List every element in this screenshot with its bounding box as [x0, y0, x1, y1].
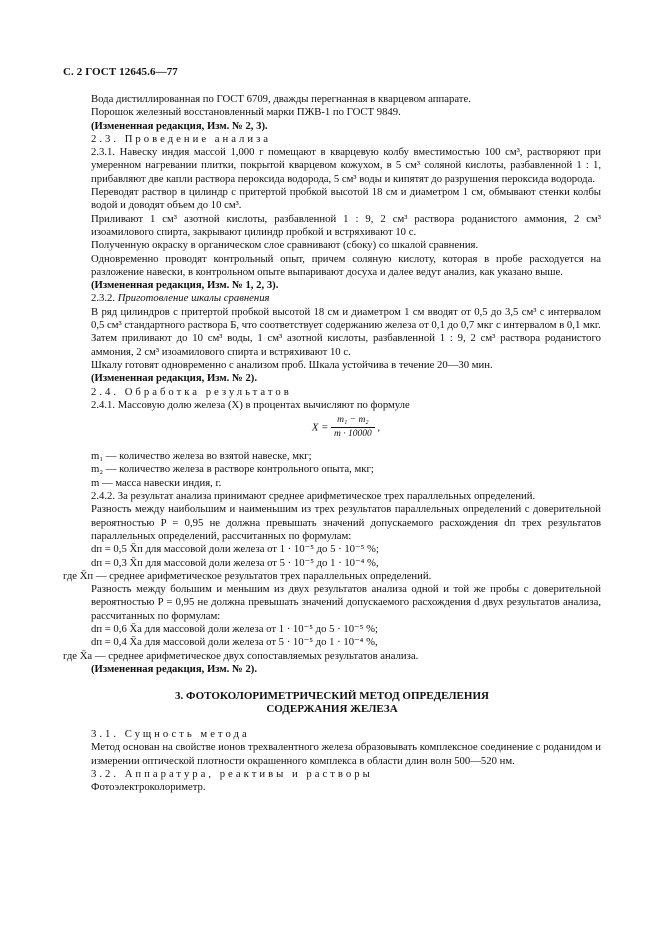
section-heading: 3.2. Аппаратура, реактивы и растворы — [91, 768, 373, 781]
paragraph: где X̄п — среднее арифметическое результатов трех параллельных определений. — [63, 569, 432, 582]
paragraph: Вода дистиллированная по ГОСТ 6709, дважды перегнанная в кварцевом аппарате. — [91, 93, 471, 105]
paragraph: Фотоэлектроколориметр. — [91, 781, 206, 794]
paragraph: Переводят раствор в цилиндр с притертой пробкой высотой 18 см и диаметром 1 см, обмывают стенки колбы водой и доводят объем до 10 см³. — [91, 186, 601, 212]
paragraph: Разность между большим и меньшим из двух результатов анализа одной и той же пробы с доверительной вероятностью P = 0,95 не должна превышать значений допускаемого расхождения d двух результатов анализа, рассчитанных по формулам: — [91, 583, 601, 622]
amendment-note: (Измененная редакция, Изм. № 2). — [91, 372, 258, 385]
paragraph: dп = 0,6 X̄а для массовой доли железа от 1 · 10⁻⁵ до 5 · 10⁻⁵ %; — [91, 622, 378, 635]
paragraph: 2.4.1. Массовую долю железа (X) в процентах вычисляют по формуле — [91, 398, 410, 411]
paragraph: 2.3.1. Навеску индия массой 1,000 г помещают в кварцевую колбу вместимостью 100 см³, растворяют при умеренном нагревании плитки, покрытой кварцевом кожухом, в 5 см³ соляной кислоты, разбавленной 1 : 1, прибавляют две капли раствора пероксида водорода, 5 см³ воды и кипятят до разрушения пероксида водорода. — [91, 146, 601, 185]
amendment-note: (Измененная редакция, Изм. № 1, 2, 3). — [91, 279, 279, 292]
section-heading: 2.3. Проведение анализа — [91, 132, 272, 145]
paragraph: Порошок железный восстановленный марки ПЖВ-1 по ГОСТ 9849. — [91, 106, 401, 119]
paragraph: Затем приливают до 10 см³ воды, 1 см³ азотной кислоты, разбавленной 1 : 9, 2 см³ раствора роданистого аммония, 2 см³ изоамилового спирта и встряхивают 10 с. — [91, 332, 601, 358]
paragraph: Шкалу готовят одновременно с анализом проб. Шкала устойчива в течение 20—30 мин. — [91, 358, 493, 371]
paragraph: Приливают 1 см³ азотной кислоты, разбавленной 1 : 9, 2 см³ раствора роданистого аммония, 2 см³ изоамилового спирта, закрывают цилиндр пробкой и встряхивают 10 с. — [91, 212, 601, 238]
section-heading: 2.4. Обработка результатов — [91, 385, 292, 398]
paragraph: где X̄а — среднее арифметическое двух сопоставляемых результатов анализа. — [63, 649, 419, 662]
paragraph: Разность между наибольшим и наименьшим из трех результатов параллельных определений с доверительной вероятностью P = 0,95 не должна превышать значений допускаемого расхождения dп трех результатов параллельных определений, рассчитанных по формулам: — [91, 503, 601, 542]
document-body — [63, 93, 601, 795]
paragraph: Одновременно проводят контрольный опыт, причем соляную кислоту, которая в пробе расходуется на разложение навески, в контрольном опыте выпаривают досуха и далее ведут анализ, как указано выше. — [91, 252, 601, 278]
paragraph: Метод основан на свойстве ионов трехвалентного железа образовывать комплексное соединение с роданидом и измерении оптической плотности окрашенного комплекса в области длин волн 500—520 нм. — [91, 741, 601, 767]
paragraph: dп = 0,3 X̄п для массовой доли железа от 5 · 10⁻⁵ до 1 · 10⁻⁴ %, — [91, 556, 379, 569]
paragraph: dп = 0,4 X̄а для массовой доли железа от 5 · 10⁻⁵ до 1 · 10⁻⁴ %, — [91, 636, 378, 649]
subsection-heading: 2.3.2. Приготовление шкалы сравнения — [91, 292, 270, 305]
paragraph: 2.4.2. За результат анализа принимают среднее арифметическое трех параллельных определений. — [91, 490, 536, 503]
page-header: С. 2 ГОСТ 12645.6—77 — [63, 66, 178, 78]
amendment-note: (Измененная редакция, Изм. № 2). — [91, 662, 258, 675]
paragraph: В ряд цилиндров с притертой пробкой высотой 18 см и диаметром 1 см вводят от 0,5 до 3,5 см³ с интервалом 0,5 см³ стандартного раствора Б, что соответствует содержанию железа от 0,1 до 0,7 мкг с интервалом в 0,1 мкг. — [91, 305, 601, 332]
formula-denominator: m · 10000 — [334, 429, 372, 440]
amendment-note: (Измененная редакция, Изм. № 2, 3). — [91, 119, 268, 132]
paragraph: Полученную окраску в органическом слое сравнивают (сбоку) со шкалой сравнения. — [91, 239, 479, 252]
section-heading: 3.1. Сущность метода — [91, 728, 250, 741]
formula-lhs: X = — [311, 421, 329, 434]
paragraph: m₁ — количество железа во взятой навеске, мкг; — [91, 450, 312, 463]
formula-tail: , — [377, 421, 381, 434]
paragraph: m₂ — количество железа в растворе контрольного опыта, мкг; — [91, 463, 374, 476]
section-title-line: 3. ФОТОКОЛОРИМЕТРИЧЕСКИЙ МЕТОД ОПРЕДЕЛЕНИЯ — [175, 690, 489, 703]
formula-fraction — [331, 414, 375, 442]
section-title — [63, 690, 601, 716]
paragraph: dп = 0,5 X̄п для массовой доли железа от 1 · 10⁻⁵ до 5 · 10⁻⁵ %; — [91, 543, 379, 556]
section-title-line: СОДЕРЖАНИЯ ЖЕЛЕЗА — [266, 703, 398, 716]
formula-numerator: m₁ − m₂ — [331, 414, 375, 428]
paragraph: m — масса навески индия, г. — [91, 476, 222, 489]
formula — [91, 414, 601, 446]
